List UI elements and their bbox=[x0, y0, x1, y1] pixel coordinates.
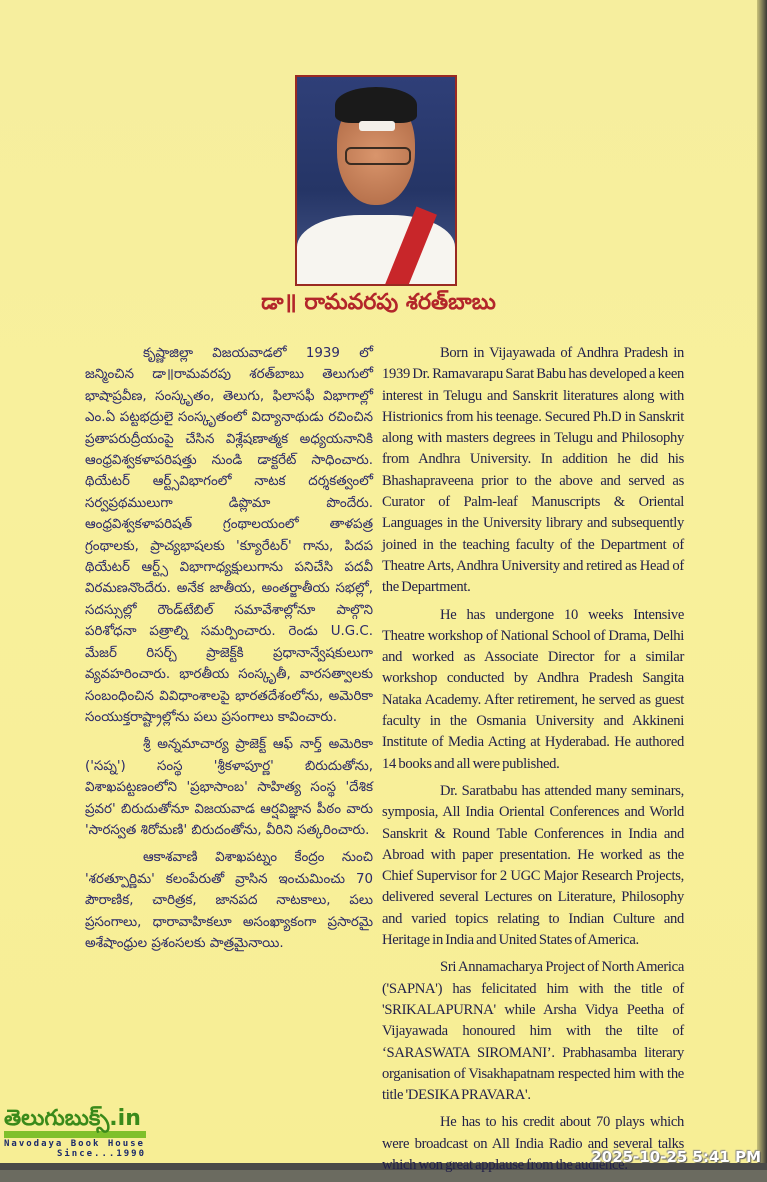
english-paragraph: Sri Annamacharya Project of North America ('SAPNA') has felicitated him with the title of 'SRIKALAPURNA' while Arsha Vidya Peetha of Vijayawada honoured him with the tilte of ‘SARASWATA SIROMANI’. Prabhasamba literary organisation of Visakhapatnam respected him with the title 'DESIKA PRAVARA'. bbox=[382, 959, 684, 1104]
english-paragraph: He has to his credit about 70 plays which were broadcast on All India Radio and several talks which won great applause from the audience. bbox=[382, 1114, 684, 1173]
english-paragraph: He has undergone 10 weeks Intensive Theatre workshop of National School of Drama, Delhi and worked as Associate Director for a similar workshop conducted by Andhra Pradesh Sangita Nataka Academy. After retirement, he served as guest faculty in the Osmania University and Akkineni Institute of Media Acting at Hyderabad. He authored 14 books and all were published. bbox=[382, 606, 684, 772]
logo-line2: Since...1990 bbox=[56, 1149, 146, 1159]
english-paragraph: Born in Vijayawada of Andhra Pradesh in 1939 Dr. Ramavarapu Sarat Babu has developed a keen interest in Telugu and Sanskrit literatures along with Histrionics from his teenage. Secured Ph.D in Sanskrit along with masters degrees in Telugu and Philosophy from Andhra University. In addition he did his Bhashapraveena prior to the above and served as Curator of Palm-leaf Manuscripts & Oriental Languages in the University library and subsequently joined in the teaching faculty of the Department of Theatre Arts, Andhra University and retired as Head of the Department. bbox=[382, 345, 684, 596]
telugu-paragraph: ఆకాశవాణి విశాఖపట్నం కేంద్రం నుంచి 'శరత్పూర్ణిమ' కలంపేరుతో వ్రాసిన ఇంచుమించు 70 పౌరాణిక, చారిత్రక, జానపద నాటకాలు, పలు ప్రసంగాలు, ధారావాహికలూ అసంఖ్యాకంగా ప్రసారమై అశేషాంధ్రుల ప్రశంసలకు పాత్రమైనాయి. bbox=[85, 850, 373, 951]
logo-text: తెలుగుబుక్స్.in bbox=[4, 1106, 141, 1131]
english-paragraph: Dr. Saratbabu has attended many seminars, symposia, All India Oriental Conferences and World Sanskrit & Round Table Conferences in India and Abroad with paper presentation. He worked as the Chief Supervisor for 2 UGC Major Research Projects, delivered several Lectures on Literature, Philosophy and varied topics relating to Indian Culture and Heritage in India and United States of America. bbox=[382, 782, 684, 949]
watermark-logo bbox=[4, 1108, 146, 1159]
author-photo bbox=[295, 75, 457, 286]
telugu-biography bbox=[85, 343, 373, 960]
english-biography bbox=[382, 343, 684, 1182]
logo-line1: Navodaya Book House bbox=[4, 1139, 145, 1149]
author-name: డా॥ రామవరపు శరత్‌బాబు bbox=[261, 290, 496, 315]
telugu-paragraph: శ్రీ అన్నమాచార్య ప్రాజెక్ట్ ఆఫ్ నార్త్ అమెరికా ('సప్న') సంస్థ 'శ్రీకళాపూర్ణ' బిరుదుతోను, విశాఖపట్టణంలోని 'ప్రభాసాంబ' సాహిత్య సంస్థ 'దేశిక ప్రవర' బిరుదుతోనూ విజయవాడ ఆర్షవిజ్ఞాన పీఠం వారు 'సారస్వత శిరోమణి' బిరుదంతోను, వీరిని సత్కరించారు. bbox=[85, 737, 373, 838]
timestamp: 2025-10-25 5:41 PM bbox=[591, 1148, 761, 1166]
telugu-paragraph: కృష్ణాజిల్లా విజయవాడలో 1939 లో జన్మించిన డా॥రామవరపు శరత్‌బాబు తెలుగులో భాషాప్రవీణ, సంస్కృతం, తెలుగు, ఫిలాసఫీ విభాగాల్లో ఎం.ఏ పట్టభద్రులై సంస్కృతంలో విద్యానాథుడు రచించిన ప్రతాపరుద్రీయంపై చేసిన విశ్లేషణాత్మక అధ్యయనానికి ఆంధ్రవిశ్వకళాపరిషత్తు నుండి డాక్టరేట్ సాధించారు. థియేటర్ ఆర్ట్స్‌విభాగంలో నాటక దర్శకత్వంలో సర్వప్రథములుగా డిప్లొమా పొందేరు. ఆంధ్రవిశ్వకళాపరిషత్ గ్రంథాలయంలో తాళపత్ర గ్రంథాలకు, ప్రాచ్యభాషలకు 'క్యూరేటర్' గాను, పిదప థియేటర్ ఆర్ట్స్ విభాగాధ్యక్షులుగాను పనిచేసి పదవీ విరమణనొందేరు. అనేక జాతీయ, అంతర్జాతీయ సభల్లో, సదస్సుల్లో రౌండ్‌టేబిల్ సమావేశాల్లోనూ పాల్గొని పరిశోధనా పత్రాల్ని సమర్పించారు. రెండు U.G.C. మేజర్ రిసర్చ్ ప్రాజెక్ట్‌కి ప్రధానాన్వేషకులుగా వ్యవహరించారు. భారతీయ సంస్కృతీ, వారసత్వాలకు సంబంధించిన వివిధాంశాలపై భారతదేశంలోను, అమెరికా సంయుక్తరాష్ట్రాల్లోను పలు ప్రసంగాలు కావించారు. bbox=[85, 346, 373, 725]
cover-edge bbox=[757, 0, 767, 1170]
